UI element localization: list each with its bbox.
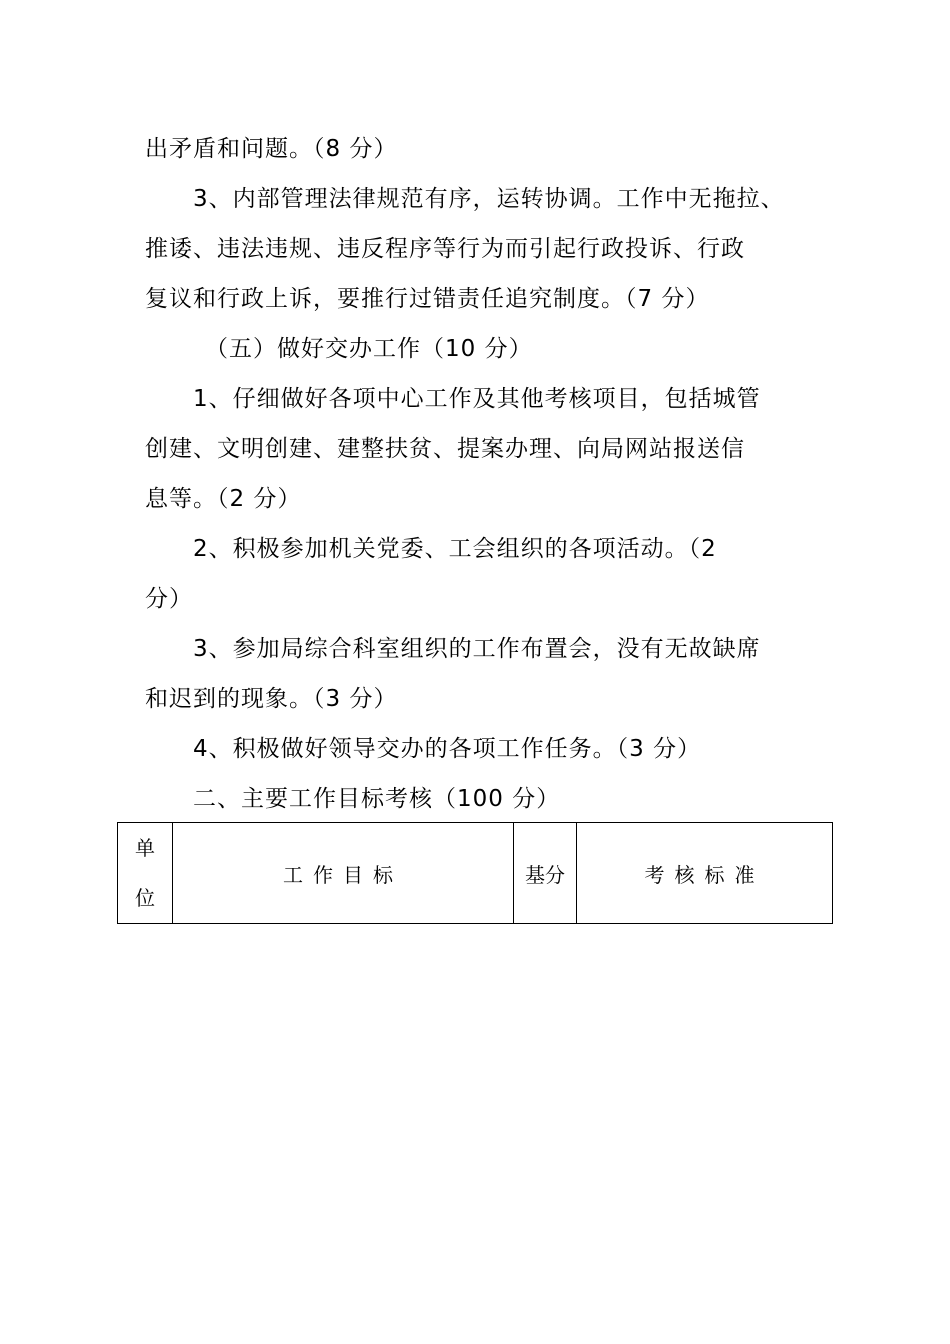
paragraph-line: 息等。（2 分） <box>145 486 302 512</box>
paragraph-line: 复议和行政上诉，要推行过错责任追究制度。（7 分） <box>145 286 710 312</box>
table-header-row <box>118 823 833 924</box>
paragraph-line: 2、积极参加机关党委、工会组织的各项活动。（2 <box>193 536 717 562</box>
paragraph-line: 创建、文明创建、建整扶贫、提案办理、向局网站报送信 <box>145 436 745 462</box>
paragraph-line: 出矛盾和问题。（8 分） <box>145 136 398 162</box>
header-standard: 考核标准 <box>577 823 833 924</box>
header-unit-line1: 单 <box>135 836 155 860</box>
paragraph-line: 1、仔细做好各项中心工作及其他考核项目，包括城管 <box>193 386 761 412</box>
header-unit-line2: 位 <box>135 886 155 910</box>
assessment-table <box>117 822 833 924</box>
paragraph-line: 3、参加局综合科室组织的工作布置会，没有无故缺席 <box>193 636 761 662</box>
paragraph-line: 分） <box>145 586 193 612</box>
paragraph-line: 4、积极做好领导交办的各项工作任务。（3 分） <box>193 736 702 762</box>
header-goal: 工作目标 <box>173 823 514 924</box>
paragraph-line: 3、内部管理法律规范有序，运转协调。工作中无拖拉、 <box>193 186 785 212</box>
section-heading: （五）做好交办工作（10 分） <box>205 336 533 362</box>
section-heading: 二、主要工作目标考核（100 分） <box>193 786 561 812</box>
paragraph-line: 和迟到的现象。（3 分） <box>145 686 398 712</box>
paragraph-line: 推诿、违法违规、违反程序等行为而引起行政投诉、行政 <box>145 236 745 262</box>
header-base: 基分 <box>514 823 577 924</box>
header-unit <box>118 823 173 924</box>
